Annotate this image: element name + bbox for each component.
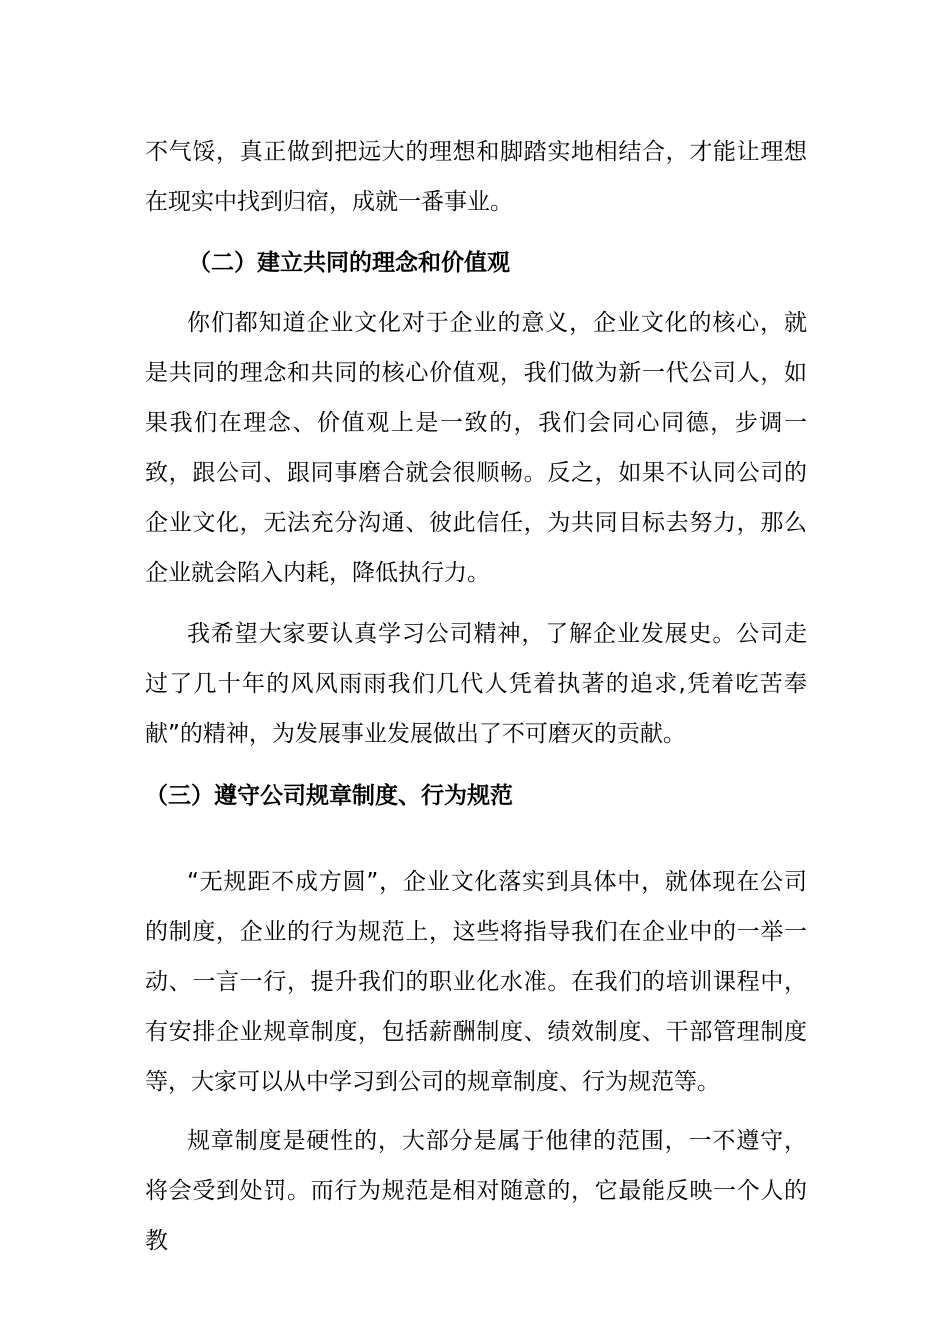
paragraph-shared-values: 你们都知道企业文化对于企业的意义，企业文化的核心，就是共同的理念和共同的核心价值观，我们做为新一代公司人，如果我们在理念、价值观上是一致的，我们会同心同德，步调一致，跟公司、跟同事磨合就会很顺畅。反之，如果不认同公司的企业文化，无法充分沟通、彼此信任，为共同目标去努力，那么企业就会陷入内耗，降低执行力。 <box>145 310 807 586</box>
paragraph-company-spirit: 我希望大家要认真学习公司精神，了解企业发展史。公司走过了几十年的风风雨雨我们几代人凭着执著的追求,凭着吃苦奉献”的精神，为发展事业发展做出了不可磨灭的贡献。 <box>145 621 807 747</box>
paragraph-regulations: 规章制度是硬性的，大部分是属于他律的范围，一不遵守，将会受到处罚。而行为规范是相对随意的，它最能反映一个人的教 <box>145 1128 807 1254</box>
section-heading-2: （二）建立共同的理念和价值观 <box>188 250 510 276</box>
section-heading-3: （三）遵守公司规章制度、行为规范 <box>145 783 513 809</box>
paragraph-continuation: 不气馁，真正做到把远大的理想和脚踏实地相结合，才能让理想在现实中找到归宿，成就一番事业。 <box>145 139 807 215</box>
paragraph-rules: “无规距不成方圆”，企业文化落实到具体中，就体现在公司的制度，企业的行为规范上，这些将指导我们在企业中的一举一动、一言一行，提升我们的职业化水准。在我们的培训课程中，有安排企业规章制度，包括薪酬制度、绩效制度、干部管理制度等，大家可以从中学习到公司的规章制度、行为规范等。 <box>145 869 807 1095</box>
